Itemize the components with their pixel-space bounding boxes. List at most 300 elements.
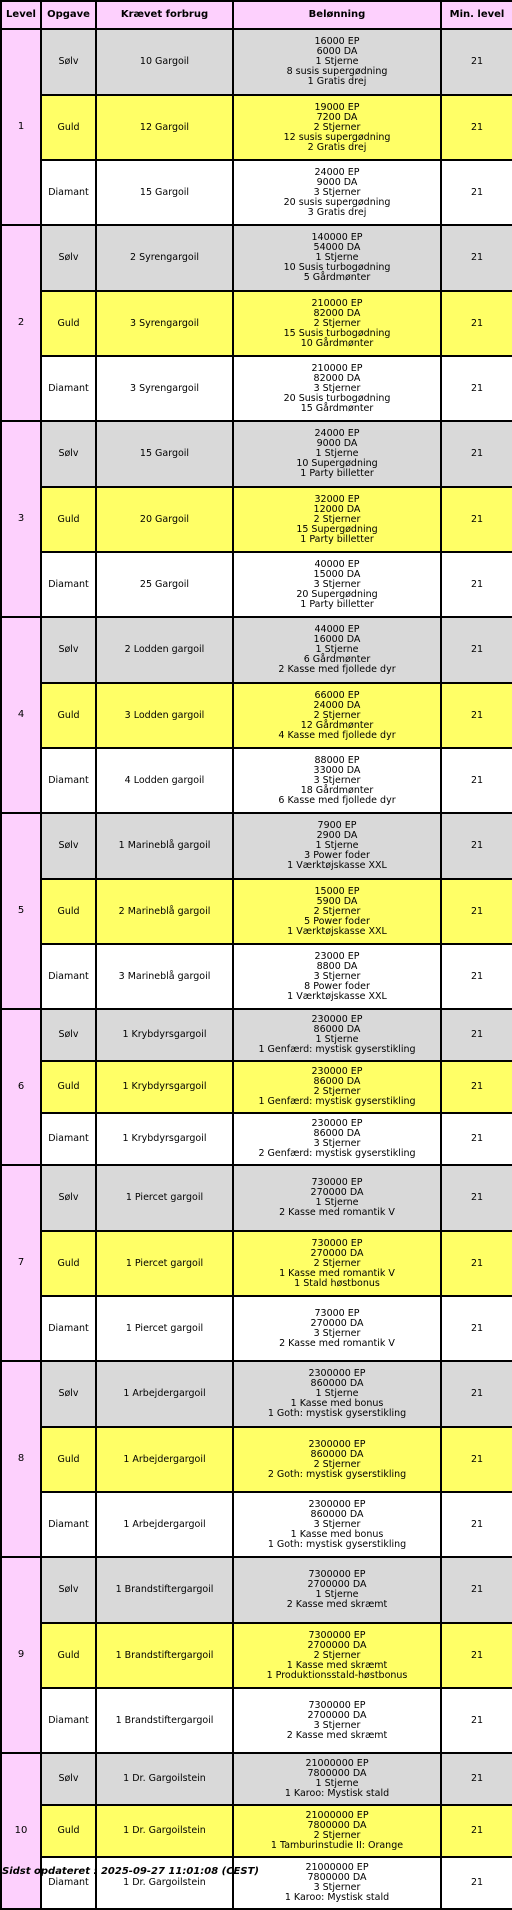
reward-line: 54000 DA	[313, 242, 361, 253]
reward-cell	[233, 95, 441, 160]
reward-line: 32000 EP	[314, 493, 360, 505]
task-cell: Diamant	[41, 552, 96, 617]
reward-line: 3 Stjerner	[313, 774, 361, 786]
task-cell: Sølv	[41, 813, 96, 879]
table-row	[1, 421, 512, 487]
table-row	[1, 1688, 512, 1753]
reward-line: 10 Supergødning	[296, 458, 378, 469]
reward-line: 1 Stjerne	[315, 1034, 359, 1045]
level-cell	[1, 1557, 41, 1753]
min-level-cell: 21	[441, 1361, 512, 1427]
reward-line: 3 Gratis drej	[307, 206, 367, 218]
table-row	[1, 356, 512, 421]
table-row	[1, 1113, 512, 1165]
required-cell: 3 Syrengargoil	[96, 356, 233, 421]
reward-line: 2700000 DA	[307, 1579, 367, 1590]
task-cell: Sølv	[41, 421, 96, 487]
reward-line: 6 Gårdmønter	[303, 654, 371, 665]
min-level-cell: 21	[441, 225, 512, 291]
reward-line: 10 Susis turbogødning	[283, 262, 391, 273]
reward-line: 15000 EP	[314, 885, 360, 897]
min-level-cell: 21	[441, 748, 512, 813]
table-row	[1, 1857, 512, 1909]
reward-line: 1 Stjerne	[315, 448, 359, 459]
table-row	[1, 160, 512, 225]
required-cell: 1 Brandstiftergargoil	[96, 1688, 233, 1753]
reward-line: 1 Party billetter	[300, 533, 374, 545]
reward-line: 3 Stjerner	[313, 1518, 361, 1530]
reward-line: 1 Karoo: Mystisk stald	[284, 1892, 390, 1903]
reward-line: 10 Gårdmønter	[300, 337, 374, 349]
reward-line: 1 Genfærd: mystisk gyserstikling	[258, 1096, 416, 1107]
required-cell: 2 Marineblå gargoil	[96, 879, 233, 944]
reward-line: 44000 EP	[314, 624, 360, 635]
reward-line: 1 Kasse med bonus	[290, 1398, 384, 1409]
reward-line: 2 Gratis drej	[307, 141, 367, 153]
task-cell: Diamant	[41, 1688, 96, 1753]
reward-line: 860000 DA	[310, 1508, 364, 1520]
reward-line: 3 Stjerner	[313, 970, 361, 982]
reward-line: 1 Gratis drej	[307, 76, 367, 87]
reward-line: 82000 DA	[313, 307, 361, 319]
reward-line: 88000 EP	[314, 754, 360, 766]
min-level-cell: 21	[441, 879, 512, 944]
min-level-cell: 21	[441, 1165, 512, 1231]
table-row	[1, 487, 512, 552]
reward-cell	[233, 1113, 441, 1165]
min-level-cell: 21	[441, 1753, 512, 1805]
header-min-level: Min. level	[441, 1, 512, 29]
reward-line: 9000 DA	[316, 176, 358, 188]
required-cell: 4 Lodden gargoil	[96, 748, 233, 813]
reward-line: 140000 EP	[311, 232, 363, 243]
min-level-cell: 21	[441, 552, 512, 617]
reward-line: 3 Power foder	[304, 850, 370, 861]
level-number: 5	[17, 905, 25, 916]
reward-line: 8 susis supergødning	[286, 66, 388, 77]
reward-cell	[233, 552, 441, 617]
reward-line: 12000 DA	[313, 503, 361, 515]
reward-line: 1 Stjerne	[315, 1778, 359, 1789]
level-number: 2	[17, 317, 25, 328]
reward-line: 2 Goth: mystisk gyserstikling	[267, 1468, 407, 1480]
min-level-cell: 21	[441, 1009, 512, 1061]
last-updated: Sidst opdateret : 2025-09-27 11:01:08 (CEST)	[2, 1866, 259, 1877]
table-row	[1, 1165, 512, 1231]
min-level-cell: 21	[441, 291, 512, 356]
reward-line: 1 Tamburinstudie II: Orange	[270, 1840, 404, 1851]
reward-cell	[233, 1061, 441, 1113]
reward-line: 1 Produktionsstald-høstbonus	[266, 1669, 408, 1681]
reward-line: 1 Goth: mystisk gyserstikling	[267, 1538, 407, 1550]
table-row	[1, 1427, 512, 1492]
reward-line: 7300000 EP	[308, 1699, 366, 1711]
reward-line: 9000 DA	[316, 438, 358, 449]
level-number: 10	[14, 1825, 28, 1836]
table-row	[1, 1753, 512, 1805]
reward-line: 2700000 DA	[307, 1639, 367, 1651]
task-cell: Diamant	[41, 1857, 96, 1909]
task-cell: Guld	[41, 1623, 96, 1688]
min-level-cell: 21	[441, 1492, 512, 1557]
reward-cell	[233, 944, 441, 1009]
header-row	[1, 1, 512, 29]
task-cell: Diamant	[41, 748, 96, 813]
min-level-cell: 21	[441, 1113, 512, 1165]
reward-line: 3 Stjerner	[313, 1719, 361, 1731]
reward-line: 66000 EP	[314, 689, 360, 701]
reward-cell	[233, 1231, 441, 1296]
table-row	[1, 29, 512, 95]
min-level-cell: 21	[441, 1427, 512, 1492]
required-cell: 1 Piercet gargoil	[96, 1165, 233, 1231]
reward-cell	[233, 1296, 441, 1361]
reward-cell	[233, 1753, 441, 1805]
reward-cell	[233, 813, 441, 879]
reward-line: 6000 DA	[316, 46, 358, 57]
reward-cell	[233, 1688, 441, 1753]
reward-line: 2 Stjerner	[313, 1458, 361, 1470]
reward-line: 21000000 EP	[305, 1862, 369, 1873]
required-cell: 3 Marineblå gargoil	[96, 944, 233, 1009]
required-cell: 25 Gargoil	[96, 552, 233, 617]
reward-line: 3 Stjerner	[313, 1882, 361, 1893]
header-reward: Belønning	[233, 1, 441, 29]
table-row	[1, 813, 512, 879]
min-level-cell: 21	[441, 1061, 512, 1113]
reward-cell	[233, 1805, 441, 1857]
task-cell: Diamant	[41, 944, 96, 1009]
required-cell: 2 Lodden gargoil	[96, 617, 233, 683]
min-level-cell: 21	[441, 356, 512, 421]
table-row	[1, 95, 512, 160]
reward-line: 21000000 EP	[305, 1758, 369, 1769]
reward-cell	[233, 1857, 441, 1909]
reward-line: 73000 EP	[314, 1307, 360, 1319]
min-level-cell: 21	[441, 944, 512, 1009]
reward-line: 24000 EP	[314, 166, 360, 178]
min-level-cell: 21	[441, 1296, 512, 1361]
required-cell: 3 Syrengargoil	[96, 291, 233, 356]
reward-line: 82000 DA	[313, 372, 361, 384]
reward-line: 40000 EP	[314, 558, 360, 570]
reward-line: 1 Kasse med skræmt	[286, 1659, 388, 1671]
reward-cell	[233, 487, 441, 552]
min-level-cell: 21	[441, 1623, 512, 1688]
reward-line: 2 Kasse med skræmt	[286, 1599, 388, 1610]
min-level-cell: 21	[441, 95, 512, 160]
reward-line: 1 Stjerne	[315, 252, 359, 263]
reward-line: 730000 EP	[311, 1177, 363, 1188]
required-cell: 20 Gargoil	[96, 487, 233, 552]
reward-cell	[233, 225, 441, 291]
reward-line: 1 Kasse med romantik V	[279, 1267, 395, 1279]
required-cell: 1 Krybdyrsgargoil	[96, 1009, 233, 1061]
reward-line: 2 Stjerner	[313, 121, 361, 133]
reward-line: 15000 DA	[313, 568, 361, 580]
level-number: 7	[17, 1257, 25, 1268]
reward-line: 1 Stald høstbonus	[294, 1277, 380, 1289]
reward-line: 20 Supergødning	[296, 588, 378, 600]
min-level-cell: 21	[441, 1857, 512, 1909]
reward-line: 20 Susis turbogødning	[283, 392, 391, 404]
reward-line: 2 Kasse med skræmt	[286, 1729, 388, 1741]
min-level-cell: 21	[441, 421, 512, 487]
table-row	[1, 1009, 512, 1061]
reward-line: 1 Karoo: Mystisk stald	[284, 1788, 390, 1799]
min-level-cell: 21	[441, 683, 512, 748]
table-row	[1, 617, 512, 683]
required-cell: 1 Dr. Gargoilstein	[96, 1753, 233, 1805]
reward-line: 7300000 EP	[308, 1629, 366, 1641]
task-cell: Sølv	[41, 1361, 96, 1427]
reward-line: 230000 EP	[311, 1014, 363, 1025]
task-cell: Guld	[41, 1231, 96, 1296]
table-row	[1, 879, 512, 944]
min-level-cell: 21	[441, 29, 512, 95]
task-cell: Diamant	[41, 160, 96, 225]
task-cell: Guld	[41, 1427, 96, 1492]
level-number: 9	[17, 1649, 25, 1660]
reward-line: 86000 DA	[313, 1024, 361, 1035]
task-cell: Diamant	[41, 1296, 96, 1361]
reward-cell	[233, 29, 441, 95]
required-cell: 1 Dr. Gargoilstein	[96, 1857, 233, 1909]
reward-cell	[233, 1427, 441, 1492]
reward-line: 2 Stjerner	[313, 905, 361, 917]
table-row	[1, 944, 512, 1009]
level-cell	[1, 29, 41, 225]
level-number: 6	[17, 1081, 25, 1092]
reward-line: 1 Værktøjskasse XXL	[287, 990, 387, 1002]
level-number: 8	[17, 1453, 25, 1464]
reward-line: 24000 EP	[314, 428, 360, 439]
reward-line: 15 Susis turbogødning	[283, 327, 391, 339]
table-row	[1, 1557, 512, 1623]
task-cell: Guld	[41, 95, 96, 160]
required-cell: 2 Syrengargoil	[96, 225, 233, 291]
reward-line: 860000 DA	[310, 1448, 364, 1460]
reward-line: 12 Gårdmønter	[300, 719, 374, 731]
task-cell: Sølv	[41, 617, 96, 683]
level-cell	[1, 1361, 41, 1557]
table-row	[1, 1296, 512, 1361]
level-number: 1	[17, 121, 25, 132]
reward-line: 1 Stjerne	[315, 840, 359, 851]
required-cell: 1 Arbejdergargoil	[96, 1361, 233, 1427]
reward-line: 18 Gårdmønter	[300, 784, 374, 796]
task-cell: Guld	[41, 879, 96, 944]
task-cell: Sølv	[41, 1753, 96, 1805]
table-row	[1, 1231, 512, 1296]
reward-line: 2300000 EP	[308, 1368, 366, 1379]
reward-line: 7800000 DA	[307, 1768, 367, 1779]
reward-line: 15 Supergødning	[296, 523, 378, 535]
min-level-cell: 21	[441, 487, 512, 552]
reward-line: 7800000 DA	[307, 1820, 367, 1831]
level-cell	[1, 813, 41, 1009]
reward-line: 4 Kasse med fjollede dyr	[278, 729, 396, 741]
table-row	[1, 1623, 512, 1688]
level-cell	[1, 1009, 41, 1165]
header-required: Krævet forbrug	[96, 1, 233, 29]
table-row	[1, 683, 512, 748]
reward-line: 210000 EP	[311, 297, 363, 309]
min-level-cell: 21	[441, 1688, 512, 1753]
reward-line: 2 Stjerner	[313, 317, 361, 329]
min-level-cell: 21	[441, 617, 512, 683]
required-cell: 10 Gargoil	[96, 29, 233, 95]
reward-line: 12 susis supergødning	[283, 131, 391, 143]
reward-line: 1 Stjerne	[315, 56, 359, 67]
reward-line: 6 Kasse med fjollede dyr	[278, 794, 396, 806]
reward-line: 1 Party billetter	[300, 598, 374, 610]
reward-line: 1 Stjerne	[315, 1388, 359, 1399]
reward-line: 2300000 EP	[308, 1498, 366, 1510]
reward-line: 7300000 EP	[308, 1569, 366, 1580]
table-row	[1, 552, 512, 617]
required-cell: 1 Dr. Gargoilstein	[96, 1805, 233, 1857]
reward-line: 730000 EP	[311, 1237, 363, 1249]
reward-line: 5 Power foder	[304, 915, 370, 927]
task-cell: Guld	[41, 487, 96, 552]
reward-line: 2 Stjerner	[313, 1649, 361, 1661]
reward-line: 5 Gårdmønter	[303, 272, 371, 283]
reward-line: 860000 DA	[310, 1378, 364, 1389]
reward-cell	[233, 617, 441, 683]
reward-line: 1 Stjerne	[315, 644, 359, 655]
min-level-cell: 21	[441, 160, 512, 225]
table-row	[1, 1492, 512, 1557]
level-cell	[1, 421, 41, 617]
reward-cell	[233, 1009, 441, 1061]
reward-line: 33000 DA	[313, 764, 361, 776]
level-cell	[1, 1165, 41, 1361]
reward-line: 16000 EP	[314, 36, 360, 47]
task-cell: Guld	[41, 291, 96, 356]
reward-line: 24000 DA	[313, 699, 361, 711]
reward-cell	[233, 683, 441, 748]
reward-line: 2 Kasse med romantik V	[279, 1207, 395, 1218]
reward-line: 2900 DA	[316, 830, 358, 841]
level-cell	[1, 617, 41, 813]
reward-line: 3 Stjerner	[313, 186, 361, 198]
reward-cell	[233, 291, 441, 356]
table-row	[1, 748, 512, 813]
reward-line: 7200 DA	[316, 111, 358, 123]
task-cell: Sølv	[41, 1165, 96, 1231]
reward-line: 270000 DA	[310, 1247, 364, 1259]
required-cell: 1 Brandstiftergargoil	[96, 1623, 233, 1688]
level-cell	[1, 225, 41, 421]
reward-line: 2 Stjerner	[313, 513, 361, 525]
reward-line: 2 Genfærd: mystisk gyserstikling	[258, 1148, 416, 1159]
reward-line: 230000 EP	[311, 1118, 363, 1129]
reward-line: 2 Stjerner	[313, 1830, 361, 1841]
reward-cell	[233, 421, 441, 487]
task-cell: Diamant	[41, 1492, 96, 1557]
level-cell	[1, 1753, 41, 1909]
reward-line: 1 Goth: mystisk gyserstikling	[267, 1408, 407, 1419]
reward-line: 270000 DA	[310, 1187, 364, 1198]
reward-line: 2 Kasse med fjollede dyr	[278, 664, 396, 675]
task-cell: Sølv	[41, 1009, 96, 1061]
reward-line: 2 Kasse med romantik V	[279, 1337, 395, 1349]
reward-line: 3 Stjerner	[313, 578, 361, 590]
reward-line: 1 Stjerne	[315, 1589, 359, 1600]
reward-line: 86000 DA	[313, 1076, 361, 1087]
reward-line: 20 susis supergødning	[283, 196, 391, 208]
reward-line: 230000 EP	[311, 1066, 363, 1077]
min-level-cell: 21	[441, 1805, 512, 1857]
required-cell: 1 Piercet gargoil	[96, 1231, 233, 1296]
header-level: Level	[1, 1, 41, 29]
reward-line: 21000000 EP	[305, 1810, 369, 1821]
reward-line: 1 Værktøjskasse XXL	[287, 925, 387, 937]
required-cell: 1 Arbejdergargoil	[96, 1427, 233, 1492]
required-cell: 1 Piercet gargoil	[96, 1296, 233, 1361]
required-cell: 1 Brandstiftergargoil	[96, 1557, 233, 1623]
reward-line: 2 Stjerner	[313, 1086, 361, 1097]
min-level-cell: 21	[441, 1557, 512, 1623]
reward-cell	[233, 1492, 441, 1557]
task-cell: Sølv	[41, 225, 96, 291]
reward-cell	[233, 356, 441, 421]
reward-line: 8800 DA	[316, 960, 358, 972]
table-row	[1, 1805, 512, 1857]
required-cell: 3 Lodden gargoil	[96, 683, 233, 748]
table-body	[1, 29, 512, 1909]
min-level-cell: 21	[441, 1231, 512, 1296]
task-cell: Diamant	[41, 356, 96, 421]
reward-line: 3 Stjerner	[313, 1138, 361, 1149]
reward-cell	[233, 1557, 441, 1623]
reward-line: 23000 EP	[314, 950, 360, 962]
table-row	[1, 1361, 512, 1427]
task-cell: Sølv	[41, 29, 96, 95]
table-row	[1, 225, 512, 291]
reward-line: 86000 DA	[313, 1128, 361, 1139]
reward-cell	[233, 1361, 441, 1427]
level-number: 4	[17, 709, 25, 720]
header-task: Opgave	[41, 1, 96, 29]
reward-line: 270000 DA	[310, 1317, 364, 1329]
reward-line: 2 Stjerner	[313, 1257, 361, 1269]
reward-line: 3 Stjerner	[313, 1327, 361, 1339]
reward-line: 1 Værktøjskasse XXL	[287, 860, 387, 871]
reward-line: 1 Genfærd: mystisk gyserstikling	[258, 1044, 416, 1055]
reward-line: 7900 EP	[317, 820, 357, 831]
reward-line: 19000 EP	[314, 101, 360, 113]
reward-line: 3 Stjerner	[313, 382, 361, 394]
task-cell: Sølv	[41, 1557, 96, 1623]
reward-line: 5900 DA	[316, 895, 358, 907]
task-cell: Guld	[41, 683, 96, 748]
reward-cell	[233, 1623, 441, 1688]
required-cell: 1 Krybdyrsgargoil	[96, 1113, 233, 1165]
min-level-cell: 21	[441, 813, 512, 879]
reward-line: 1 Stjerne	[315, 1197, 359, 1208]
reward-line: 2 Stjerner	[313, 709, 361, 721]
reward-line: 210000 EP	[311, 362, 363, 374]
reward-cell	[233, 160, 441, 225]
reward-cell	[233, 748, 441, 813]
required-cell: 15 Gargoil	[96, 421, 233, 487]
required-cell: 1 Krybdyrsgargoil	[96, 1061, 233, 1113]
table-row	[1, 291, 512, 356]
required-cell: 15 Gargoil	[96, 160, 233, 225]
reward-line: 1 Kasse med bonus	[290, 1528, 384, 1540]
